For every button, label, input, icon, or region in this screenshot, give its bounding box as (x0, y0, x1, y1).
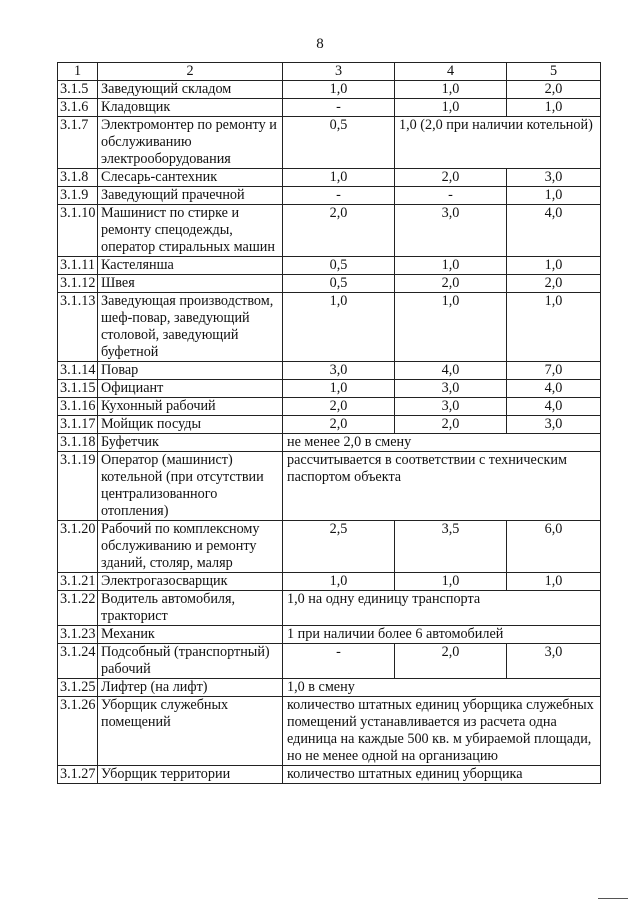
cell-c345: не менее 2,0 в смену (283, 434, 601, 452)
table-row (58, 416, 601, 434)
table-row (58, 205, 601, 257)
cell-name: Механик (98, 626, 283, 644)
cell-name: Слесарь-сантехник (98, 169, 283, 187)
cell-c3: - (283, 187, 395, 205)
cell-name: Уборщик служебных помещений (98, 697, 283, 766)
cell-name: Подсобный (транспортный) рабочий (98, 644, 283, 679)
cell-c3: 0,5 (283, 257, 395, 275)
cell-c5: 1,0 (507, 293, 601, 362)
cell-c5: 7,0 (507, 362, 601, 380)
cell-num: 3.1.6 (58, 99, 98, 117)
cell-num: 3.1.11 (58, 257, 98, 275)
cell-name: Заведующий складом (98, 81, 283, 99)
cell-c5: 1,0 (507, 573, 601, 591)
page-number: 8 (316, 36, 324, 52)
table-body (58, 81, 601, 784)
cell-c3: 2,0 (283, 416, 395, 434)
staffing-table (57, 62, 601, 784)
cell-c5: 4,0 (507, 398, 601, 416)
cell-c345: 1,0 на одну единицу транспорта (283, 591, 601, 626)
cell-c5: 1,0 (507, 99, 601, 117)
table-row (58, 380, 601, 398)
table-row (58, 766, 601, 784)
cell-c5: 2,0 (507, 81, 601, 99)
cell-name: Оператор (машинист) котельной (при отсутствии централизованного отопления) (98, 452, 283, 521)
cell-num: 3.1.5 (58, 81, 98, 99)
cell-c4: 1,0 (395, 81, 507, 99)
cell-c5: 1,0 (507, 187, 601, 205)
cell-c4: 1,0 (395, 293, 507, 362)
cell-name: Кухонный рабочий (98, 398, 283, 416)
cell-num: 3.1.7 (58, 117, 98, 169)
scan-artifact-line (598, 898, 628, 899)
cell-c3: 0,5 (283, 117, 395, 169)
cell-c4: 1,0 (395, 99, 507, 117)
cell-c345: 1,0 в смену (283, 679, 601, 697)
cell-name: Кастелянша (98, 257, 283, 275)
cell-c3: - (283, 99, 395, 117)
cell-c3: 2,5 (283, 521, 395, 573)
table-row (58, 257, 601, 275)
cell-c3: 3,0 (283, 362, 395, 380)
cell-c4: 3,5 (395, 521, 507, 573)
cell-num: 3.1.19 (58, 452, 98, 521)
table-row (58, 434, 601, 452)
cell-num: 3.1.27 (58, 766, 98, 784)
cell-c4: 2,0 (395, 644, 507, 679)
cell-num: 3.1.13 (58, 293, 98, 362)
table-row (58, 117, 601, 169)
cell-name: Повар (98, 362, 283, 380)
cell-num: 3.1.18 (58, 434, 98, 452)
cell-num: 3.1.14 (58, 362, 98, 380)
cell-name: Машинист по стирке и ремонту спецодежды, оператор стиральных машин (98, 205, 283, 257)
cell-c4: 3,0 (395, 398, 507, 416)
table-row (58, 398, 601, 416)
cell-name: Водитель автомобиля, тракторист (98, 591, 283, 626)
table-row (58, 187, 601, 205)
header-cell: 4 (395, 63, 507, 81)
cell-num: 3.1.12 (58, 275, 98, 293)
cell-name: Официант (98, 380, 283, 398)
cell-name: Заведующая производством, шеф-повар, заведующий столовой, заведующий буфетной (98, 293, 283, 362)
cell-c4: 3,0 (395, 380, 507, 398)
cell-c4: 2,0 (395, 416, 507, 434)
table-row (58, 626, 601, 644)
cell-c345: 1 при наличии более 6 автомобилей (283, 626, 601, 644)
header-cell: 1 (58, 63, 98, 81)
cell-c3: 2,0 (283, 398, 395, 416)
cell-c4: 1,0 (395, 573, 507, 591)
cell-num: 3.1.10 (58, 205, 98, 257)
cell-num: 3.1.21 (58, 573, 98, 591)
cell-c3: 1,0 (283, 81, 395, 99)
header-cell: 3 (283, 63, 395, 81)
table-row (58, 521, 601, 573)
header-cell: 5 (507, 63, 601, 81)
cell-c3: 0,5 (283, 275, 395, 293)
cell-name: Мойщик посуды (98, 416, 283, 434)
cell-c5: 3,0 (507, 169, 601, 187)
table-row (58, 362, 601, 380)
cell-name: Электромонтер по ремонту и обслуживанию электрооборудования (98, 117, 283, 169)
cell-c4: 3,0 (395, 205, 507, 257)
cell-name: Рабочий по комплексному обслуживанию и ремонту зданий, столяр, маляр (98, 521, 283, 573)
table-row (58, 275, 601, 293)
table-row (58, 644, 601, 679)
header-cell: 2 (98, 63, 283, 81)
cell-num: 3.1.20 (58, 521, 98, 573)
cell-c3: - (283, 644, 395, 679)
table-row (58, 293, 601, 362)
cell-c345: рассчитывается в соответствии с техническим паспортом объекта (283, 452, 601, 521)
cell-c5: 4,0 (507, 205, 601, 257)
cell-c5: 4,0 (507, 380, 601, 398)
table-row (58, 591, 601, 626)
cell-c345: количество штатных единиц уборщика служебных помещений устанавливается из расчета одна единица на каждые 500 кв. м убираемой площади, но не менее одной на организацию (283, 697, 601, 766)
cell-num: 3.1.15 (58, 380, 98, 398)
cell-name: Уборщик территории (98, 766, 283, 784)
cell-num: 3.1.23 (58, 626, 98, 644)
cell-c5: 3,0 (507, 644, 601, 679)
table-row (58, 81, 601, 99)
cell-c3: 1,0 (283, 293, 395, 362)
cell-c5: 1,0 (507, 257, 601, 275)
table-row (58, 169, 601, 187)
cell-c5: 3,0 (507, 416, 601, 434)
cell-c3: 1,0 (283, 573, 395, 591)
cell-c345: количество штатных единиц уборщика (283, 766, 601, 784)
cell-num: 3.1.26 (58, 697, 98, 766)
cell-name: Электрогазосварщик (98, 573, 283, 591)
cell-num: 3.1.16 (58, 398, 98, 416)
table-row (58, 99, 601, 117)
cell-name: Кладовщик (98, 99, 283, 117)
cell-c4: 1,0 (395, 257, 507, 275)
cell-name: Заведующий прачечной (98, 187, 283, 205)
table-row (58, 679, 601, 697)
table-row (58, 573, 601, 591)
table-row (58, 697, 601, 766)
table-row (58, 452, 601, 521)
cell-c4: 2,0 (395, 169, 507, 187)
cell-num: 3.1.8 (58, 169, 98, 187)
cell-num: 3.1.25 (58, 679, 98, 697)
cell-name: Буфетчик (98, 434, 283, 452)
cell-c5: 2,0 (507, 275, 601, 293)
cell-num: 3.1.22 (58, 591, 98, 626)
cell-num: 3.1.24 (58, 644, 98, 679)
cell-name: Швея (98, 275, 283, 293)
cell-name: Лифтер (на лифт) (98, 679, 283, 697)
cell-c45: 1,0 (2,0 при наличии котельной) (395, 117, 601, 169)
cell-num: 3.1.9 (58, 187, 98, 205)
cell-c4: 2,0 (395, 275, 507, 293)
cell-c4: - (395, 187, 507, 205)
cell-num: 3.1.17 (58, 416, 98, 434)
cell-c3: 1,0 (283, 380, 395, 398)
cell-c3: 2,0 (283, 205, 395, 257)
header-row (58, 63, 601, 81)
cell-c3: 1,0 (283, 169, 395, 187)
cell-c4: 4,0 (395, 362, 507, 380)
cell-c5: 6,0 (507, 521, 601, 573)
